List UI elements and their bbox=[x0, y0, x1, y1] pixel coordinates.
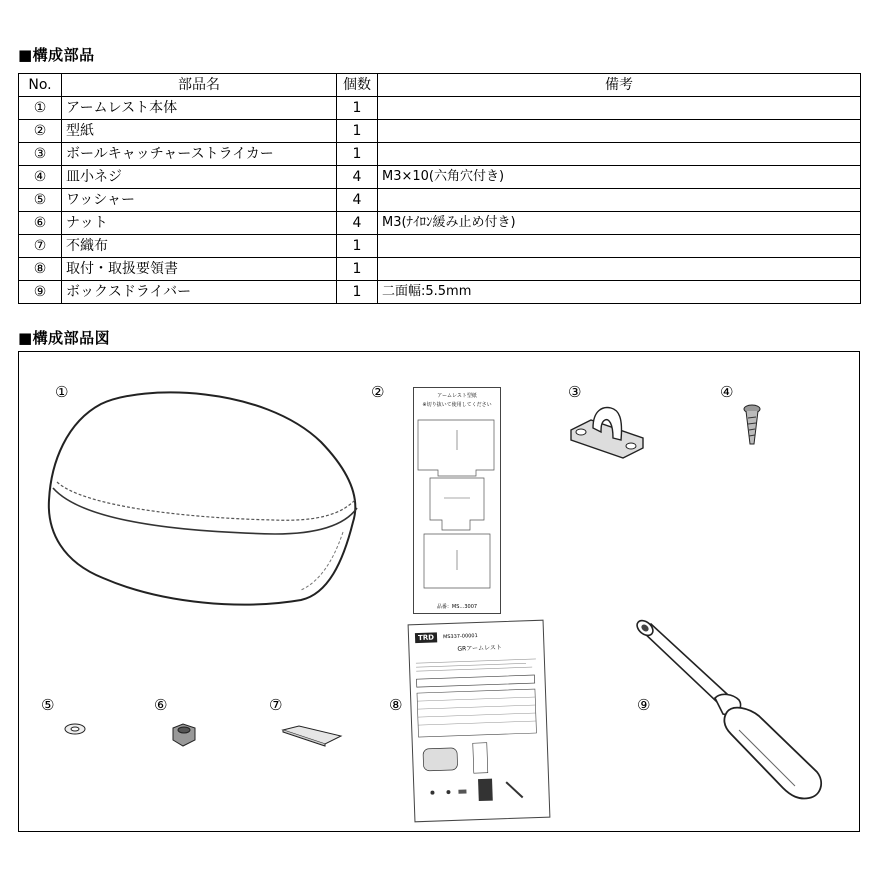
table-row bbox=[19, 235, 861, 258]
cell-name: ナット bbox=[62, 212, 337, 235]
manual-product: GRアームレスト bbox=[457, 644, 503, 653]
cell-qty: 1 bbox=[337, 97, 378, 120]
cell-no: ⑨ bbox=[19, 281, 62, 304]
box-driver-illustration bbox=[629, 620, 829, 810]
diagram-section-title: ■構成部品図 bbox=[18, 329, 111, 347]
template-part-number: 品番：MS…3007 bbox=[436, 604, 478, 610]
label-5: ⑤ bbox=[41, 696, 55, 714]
table-row bbox=[19, 189, 861, 212]
parts-diagram bbox=[18, 351, 860, 832]
table-header-row bbox=[19, 74, 861, 97]
cell-note bbox=[378, 143, 861, 166]
washer-illustration bbox=[63, 722, 87, 736]
cell-qty: 1 bbox=[337, 281, 378, 304]
label-8: ⑧ bbox=[389, 696, 403, 714]
manual-illustration bbox=[408, 620, 551, 823]
cell-no: ③ bbox=[19, 143, 62, 166]
table-row bbox=[19, 166, 861, 189]
cell-qty: 4 bbox=[337, 166, 378, 189]
cell-note: M3(ﾅｲﾛﾝ緩み止め付き) bbox=[378, 212, 861, 235]
parts-table bbox=[18, 73, 861, 304]
cell-name: ボックスドライバー bbox=[62, 281, 337, 304]
cell-qty: 4 bbox=[337, 212, 378, 235]
fabric-illustration bbox=[279, 724, 345, 748]
template-sheet-title: アームレスト型紙 bbox=[437, 393, 477, 399]
template-sheet-cutouts bbox=[414, 410, 500, 610]
cell-qty: 1 bbox=[337, 235, 378, 258]
label-1: ① bbox=[55, 383, 69, 401]
label-9: ⑨ bbox=[637, 696, 651, 714]
striker-illustration bbox=[567, 404, 647, 462]
label-2: ② bbox=[371, 383, 385, 401]
cell-qty: 1 bbox=[337, 258, 378, 281]
cell-no: ⑤ bbox=[19, 189, 62, 212]
cell-note bbox=[378, 258, 861, 281]
cell-note bbox=[378, 97, 861, 120]
table-row bbox=[19, 97, 861, 120]
template-sheet-subtitle: ※切り抜いて使用してください bbox=[422, 402, 492, 408]
label-6: ⑥ bbox=[154, 696, 168, 714]
cell-name: 不織布 bbox=[62, 235, 337, 258]
cell-no: ⑧ bbox=[19, 258, 62, 281]
cell-note bbox=[378, 189, 861, 212]
manual-page-content bbox=[414, 655, 545, 815]
screw-illustration bbox=[739, 404, 767, 448]
cell-name: ワッシャー bbox=[62, 189, 337, 212]
cell-no: ④ bbox=[19, 166, 62, 189]
cell-qty: 1 bbox=[337, 120, 378, 143]
cell-name: アームレスト本体 bbox=[62, 97, 337, 120]
nut-illustration bbox=[169, 722, 199, 748]
table-row bbox=[19, 281, 861, 304]
label-4: ④ bbox=[720, 383, 734, 401]
cell-no: ① bbox=[19, 97, 62, 120]
cell-no: ⑦ bbox=[19, 235, 62, 258]
cell-name: 取付・取扱要領書 bbox=[62, 258, 337, 281]
table-row bbox=[19, 120, 861, 143]
cell-qty: 1 bbox=[337, 143, 378, 166]
cell-note: 二面幅:5.5mm bbox=[378, 281, 861, 304]
manual-part-code: MS337-00001 bbox=[442, 632, 478, 641]
armrest-body-illustration bbox=[43, 382, 353, 592]
header-note: 備考 bbox=[378, 74, 861, 97]
header-name: 部品名 bbox=[62, 74, 337, 97]
table-row bbox=[19, 258, 861, 281]
cell-name: 皿小ネジ bbox=[62, 166, 337, 189]
table-row bbox=[19, 143, 861, 166]
manual-brand: TRD bbox=[415, 632, 437, 643]
parts-section-title: ■構成部品 bbox=[18, 46, 95, 64]
cell-no: ② bbox=[19, 120, 62, 143]
table-row bbox=[19, 212, 861, 235]
template-sheet-illustration bbox=[413, 387, 501, 614]
cell-name: ボールキャッチャーストライカー bbox=[62, 143, 337, 166]
cell-qty: 4 bbox=[337, 189, 378, 212]
cell-note: M3×10(六角穴付き) bbox=[378, 166, 861, 189]
cell-note bbox=[378, 120, 861, 143]
cell-no: ⑥ bbox=[19, 212, 62, 235]
header-qty: 個数 bbox=[337, 74, 378, 97]
header-no: No. bbox=[19, 74, 62, 97]
label-7: ⑦ bbox=[269, 696, 283, 714]
cell-note bbox=[378, 235, 861, 258]
label-3: ③ bbox=[568, 383, 582, 401]
cell-name: 型紙 bbox=[62, 120, 337, 143]
